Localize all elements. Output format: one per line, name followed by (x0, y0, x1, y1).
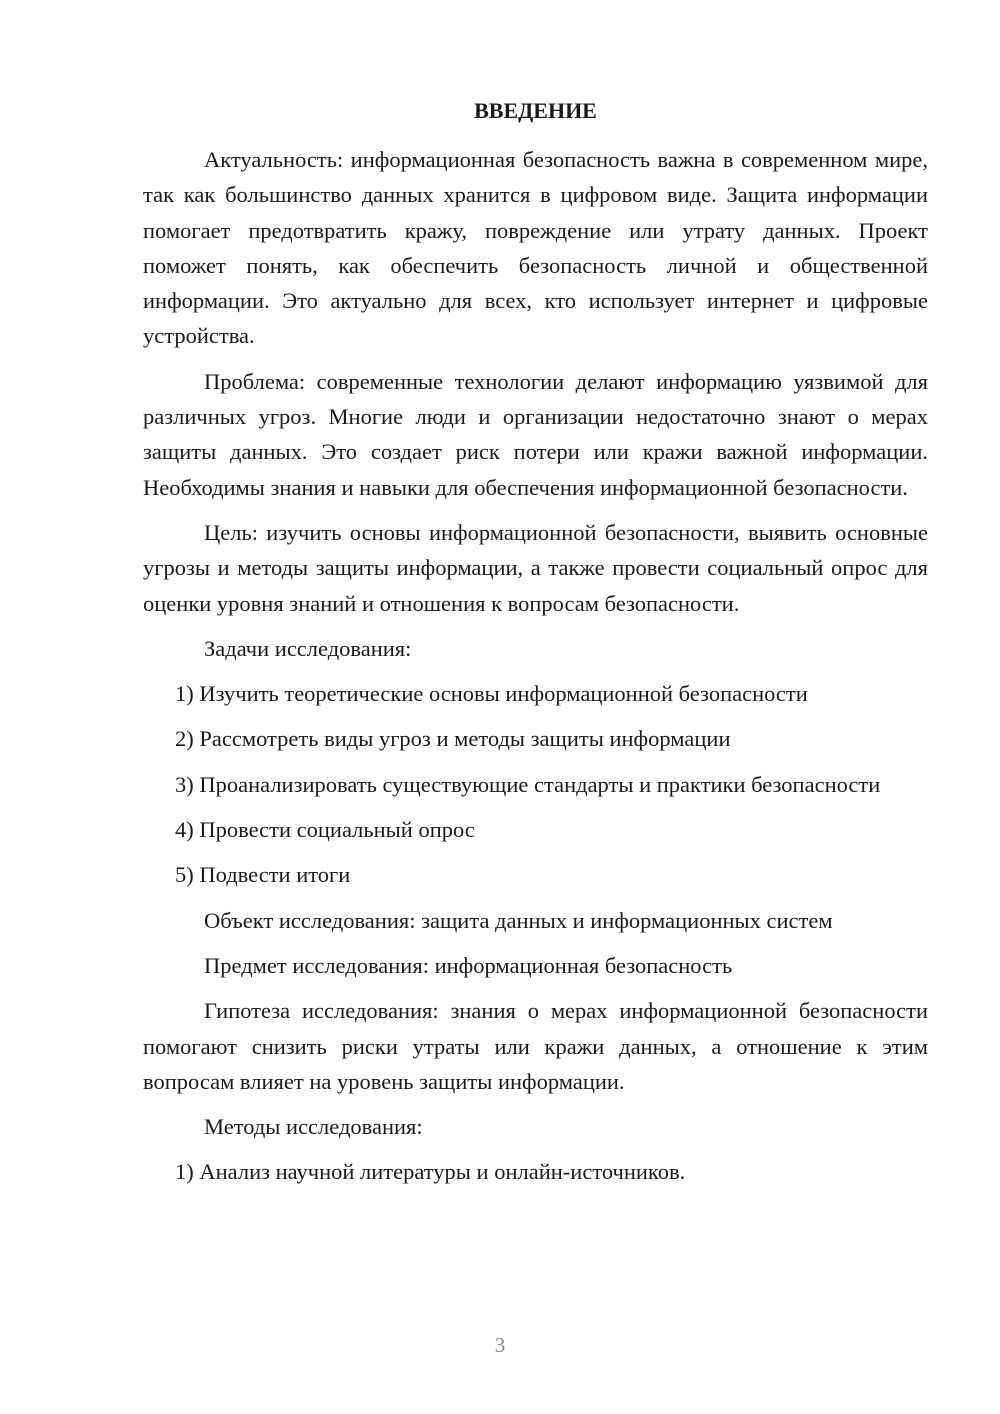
page-number: 3 (494, 1333, 506, 1357)
problem-paragraph: Проблема: современные технологии делают информацию уязвимой для различных угроз. Многие люди и организации недостаточно знают о мерах защиты данных. Это создает риск потери или кражи важной информации. Необходимы знания и навыки для обеспечения информационной безопасности. (143, 368, 928, 500)
page-title: ВВЕДЕНИЕ (474, 98, 597, 123)
object-paragraph: Объект исследования: защита данных и информационных систем (204, 907, 833, 933)
subject-paragraph: Предмет исследования: информационная безопасность (204, 952, 733, 978)
methods-heading: Методы исследования: (204, 1114, 423, 1140)
document-body (143, 142, 928, 1200)
goal-paragraph: Цель: изучить основы информационной безопасности, выявить основные угрозы и методы защиты информации, а также провести социальный опрос для оценки уровня знаний и отношения к вопросам безопасности. (143, 519, 928, 616)
method-item-1: 1) Анализ научной литературы и онлайн-источников. (175, 1159, 686, 1185)
relevance-paragraph: Актуальность: информационная безопасность важна в современном мире, так как большинство данных хранится в цифровом виде. Защита информации помогает предотвратить кражу, повреждение или утрату данных. Проект поможет понять, как обеспечить безопасность личной и общественной информации. Это актуально для всех, кто использует интернет и цифровые устройства. (143, 147, 928, 349)
task-item-3: 3) Проанализировать существующие стандарты и практики безопасности (175, 771, 881, 797)
task-item-4: 4) Провести социальный опрос (175, 817, 475, 843)
task-item-5: 5) Подвести итоги (175, 862, 351, 888)
tasks-heading: Задачи исследования: (204, 635, 412, 661)
task-item-1: 1) Изучить теоретические основы информационной безопасности (175, 681, 808, 707)
hypothesis-paragraph: Гипотеза исследования: знания о мерах информационной безопасности помогают снизить риски утраты или кражи данных, а отношение к этим вопросам влияет на уровень защиты информации. (143, 998, 928, 1094)
task-item-2: 2) Рассмотреть виды угроз и методы защиты информации (175, 726, 731, 752)
